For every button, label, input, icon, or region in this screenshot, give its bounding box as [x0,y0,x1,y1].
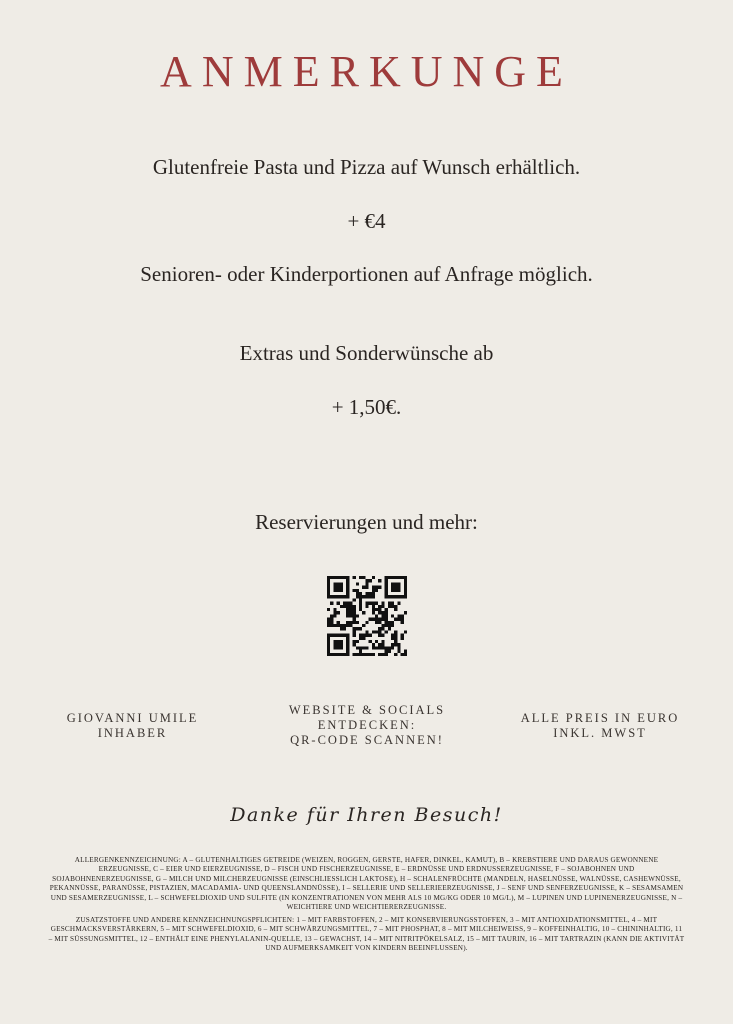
additives-notice: ZUSATZSTOFFE UND ANDERE KENNZEICHNUNGSPFLICHTEN: 1 – MIT FARBSTOFFEN, 2 – MIT KONSERVIERUNGSSTOFFEN, 3 – MIT ANTIOXIDATIONSMITTEL, 4 – MIT GESCHMACKSVERSTÄRKERN, 5 – MIT SCHWEFELDIOXID, 6 – MIT SCHWÄRZUNGSMITTEL, 7 – MIT PHOSPHAT, 8 – MIT MILCHEIWEISS, 9 – KOFFEINHALTIG, 10 – CHININHALTIG, 11 – MIT SÜSSUNGSMITTEL, 12 – ENTHÄLT EINE PHENYLALANIN-QUELLE, 13 – GEWACHST, 14 – MIT NITRITPÖKELSALZ, 15 – MIT TAURIN, 16 – MIT TARTRAZIN (KANN DIE AKTIVITÄT UND AUFMERKSAMKEIT VON KINDERN BEEINFLUSSEN). [48,916,685,953]
thank-you-message: Danke für Ihren Besuch! [230,804,503,826]
gluten-free-note: Glutenfreie Pasta und Pizza auf Wunsch erhältlich. [152,155,581,179]
gluten-free-price: + €4 [347,209,386,233]
prices-line-2: INKL. MWST [553,726,647,740]
website-line-1: WEBSITE & SOCIALS [288,703,446,717]
qr-code[interactable] [327,576,407,656]
allergen-notice: ALLERGENKENNZEICHNUNG: A – GLUTENHALTIGES GETREIDE (WEIZEN, ROGGEN, GERSTE, HAFER, DINKEL, KAMUT), B – KREBSTIERE UND DARAUS GEWONNENE ERZEUGNISSE, C – EIER UND EIERZEUGNISSE, D – FISCH UND FISCHERZEUGNISSE, E – ERDNÜSSE UND ERDNUSSERZEUGNISSE, F – SOJABOHNEN UND SOJABOHNENERZEUGNISSE, G – MILCH UND MILCHERZEUGNISSE (EINSCHLIESSLICH LAKTOSE), H – SCHALENFRÜCHTE (MANDELN, HASELNÜSSE, WALNÜSSE, CASHEWNÜSSE, PEKANNÜSSE, PARANÜSSE, PISTAZIEN, MACADAMIA- UND QUEENSLANDNÜSSE), I – SELLERIE UND SELLERIEERZEUGNISSE, J – SENF UND SENFERZEUGNISSE, K – SESAMSAMEN UND SESAMERZEUGNISSE, L – SCHWEFELDIOXID UND SULFITE (IN KONZENTRATIONEN VON MEHR ALS 10 MG/KG ODER 10 MG/L), M – LUPINEN UND LUPINENERZEUGNISSE, N – WEICHTIERE UND WEICHTIERERZEUGNISSE. [49,856,684,912]
owner-block [50,711,215,741]
website-block [268,703,466,748]
owner-role: INHABER [97,726,168,740]
portions-note: Senioren- oder Kinderportionen auf Anfrage möglich. [140,262,593,286]
website-line-3: QR-CODE SCANNEN! [290,733,444,747]
website-line-2: ENTDECKEN: [317,718,417,732]
prices-line-1: ALLE PREIS IN EURO [520,711,680,725]
page-title: ANMERKUNGE [160,47,573,96]
owner-name: GIOVANNI UMILE [66,711,199,725]
extras-price: + 1,50€. [331,395,402,419]
reservations-heading: Reservierungen und mehr: [255,510,478,534]
extras-note: Extras und Sonderwünsche ab [239,341,494,365]
prices-block [505,711,695,741]
